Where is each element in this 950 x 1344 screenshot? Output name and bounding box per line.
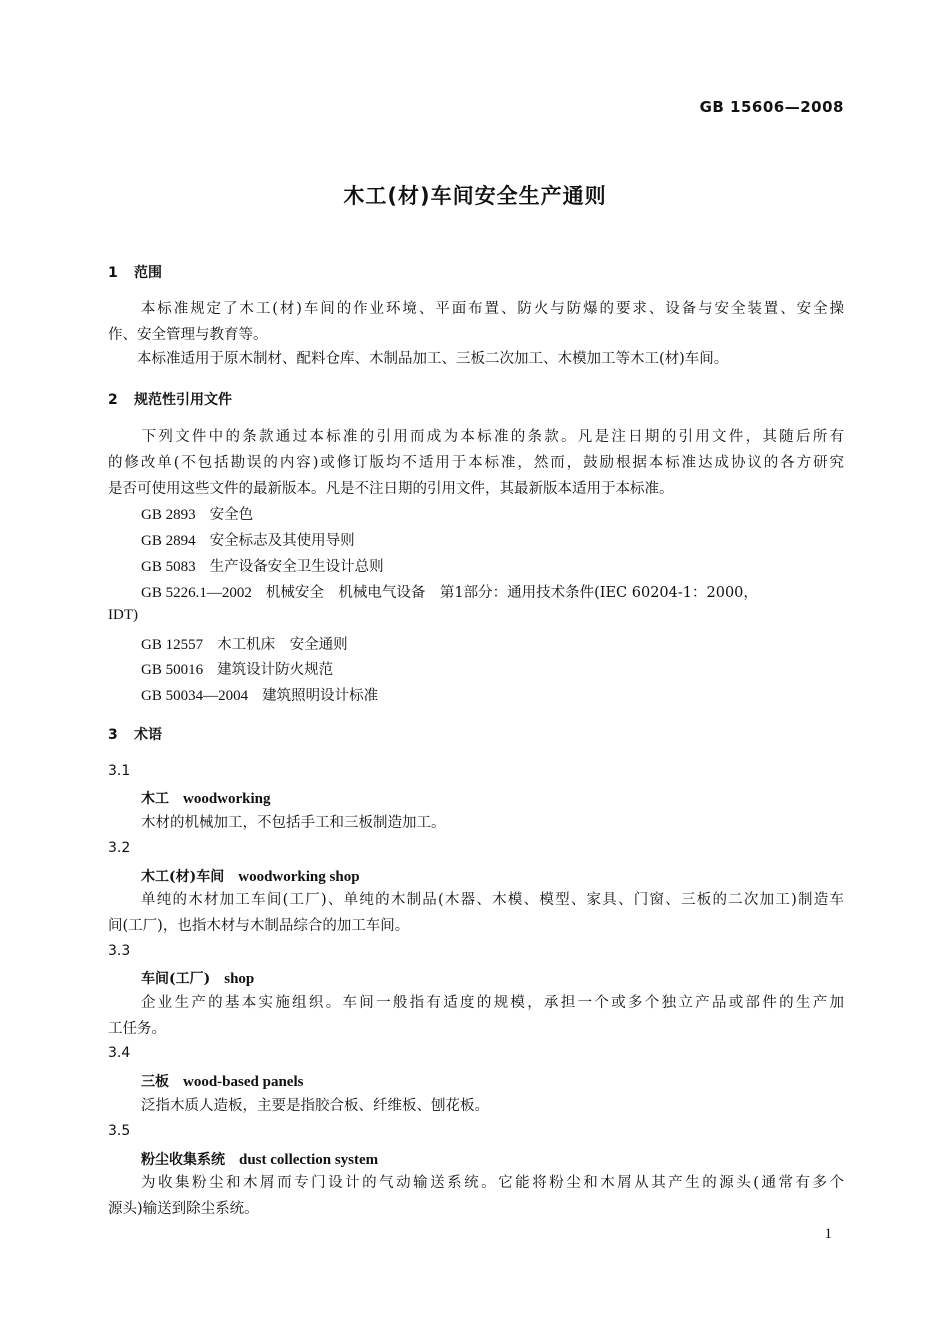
term-heading [141,1149,378,1169]
reference-code: GB 2894 [141,533,196,549]
reference-code: GB 5226.1—2002 [141,585,252,601]
reference-item [141,555,384,576]
term-heading [141,1071,303,1091]
section-2-paragraph [108,424,844,502]
term-number: 3.5 [108,1123,131,1139]
term-heading [141,968,254,988]
term-number: 3.2 [108,840,131,856]
reference-item [141,581,844,602]
reference-code: GB 50034—2004 [141,688,249,704]
paragraph-line: 本标准规定了木工(材)车间的作业环境、平面布置、防火与防爆的要求、设备与安全装置、安全操 [108,301,844,317]
term-number: 3.3 [108,943,131,959]
paragraph-line: 是否可使用这些文件的最新版本。凡是不注日期的引用文件，其最新版本适用于本标准。 [108,481,674,497]
term-definition [108,887,844,939]
section-title: 术语 [134,727,162,743]
term-english: wood-based panels [183,1074,304,1090]
section-title: 范围 [134,265,162,281]
term-definition [141,1093,844,1119]
definition-line: 间(工厂)，也指木材与木制品综合的加工车间。 [108,918,410,934]
reference-title: 木工机床 安全通则 [217,637,348,653]
term-number: 3.1 [108,763,131,779]
section-title: 规范性引用文件 [134,392,232,408]
term-english: dust collection system [239,1152,379,1168]
reference-title: 生产设备安全卫生设计总则 [209,559,384,575]
reference-code: GB 2893 [141,507,196,523]
reference-item [141,684,378,705]
reference-item [141,503,253,524]
reference-title: 建筑设计防火规范 [217,662,334,678]
definition-line: 企业生产的基本实施组织。车间一般指有适度的规模，承担一个或多个独立产品或部件的生产加 [141,995,844,1011]
reference-title: 安全色 [209,507,254,523]
reference-item [141,529,355,550]
paragraph-line: 本标准适用于原木制材、配料仓库、木制品加工、三板二次加工、木模加工等木工(材)车间。 [108,351,729,367]
reference-code: GB 50016 [141,662,204,678]
term-english: woodworking [183,791,271,807]
section-1-paragraph-2 [108,346,844,372]
paragraph-line: 下列文件中的条款通过本标准的引用而成为本标准的条款。凡是注日期的引用文件，其随后所有 [108,429,844,445]
definition-line: 木材的机械加工，不包括手工和三板制造加工。 [141,815,446,831]
reference-item [141,633,348,654]
term-chinese: 木工(材)车间 [141,869,225,885]
reference-title: 安全标志及其使用导则 [209,533,355,549]
section-number: 1 [108,265,118,281]
term-chinese: 车间(工厂) [141,971,211,987]
page-number: 1 [824,1226,832,1242]
term-number: 3.4 [108,1045,131,1061]
reference-title: 建筑照明设计标准 [262,688,379,704]
section-3-heading [108,724,162,744]
reference-title: 机械安全 机械电气设备 第1部分：通用技术条件(IEC 60204-1：2000， [265,585,758,601]
term-chinese: 三板 [141,1074,169,1090]
definition-line: 为收集粉尘和木屑而专门设计的气动输送系统。它能将粉尘和木屑从其产生的源头(通常有多个 [141,1175,844,1191]
reference-code: GB 5083 [141,559,196,575]
section-number: 3 [108,727,118,743]
term-definition [141,810,844,836]
document-title: 木工(材)车间安全生产通则 [343,184,607,208]
definition-line: 源头)输送到除尘系统。 [108,1201,259,1217]
reference-item [141,658,333,679]
term-definition [108,990,844,1042]
definition-line: 工任务。 [108,1021,166,1037]
section-number: 2 [108,392,118,408]
term-english: shop [224,971,255,987]
term-heading [141,788,271,808]
paragraph-line: 作、安全管理与教育等。 [108,327,268,343]
reference-code: GB 12557 [141,637,204,653]
term-chinese: 木工 [141,791,169,807]
paragraph-line: 的修改单(不包括勘误的内容)或修订版均不适用于本标准，然而，鼓励根据本标准达成协议的各方研究 [108,455,844,471]
standard-number: GB 15606—2008 [699,98,844,116]
term-definition [108,1170,844,1222]
reference-continuation: IDT) [108,607,138,623]
section-2-heading [108,389,232,409]
section-1-heading [108,262,162,282]
term-chinese: 粉尘收集系统 [141,1152,225,1168]
term-english: woodworking shop [238,869,360,885]
section-1-paragraph-1 [108,296,844,348]
definition-line: 单纯的木材加工车间(工厂)、单纯的木制品(木器、木模、模型、家具、门窗、三板的二次加工)制造车 [141,892,844,908]
definition-line: 泛指木质人造板，主要是指胶合板、纤维板、刨花板。 [141,1098,489,1114]
term-heading [141,866,360,886]
